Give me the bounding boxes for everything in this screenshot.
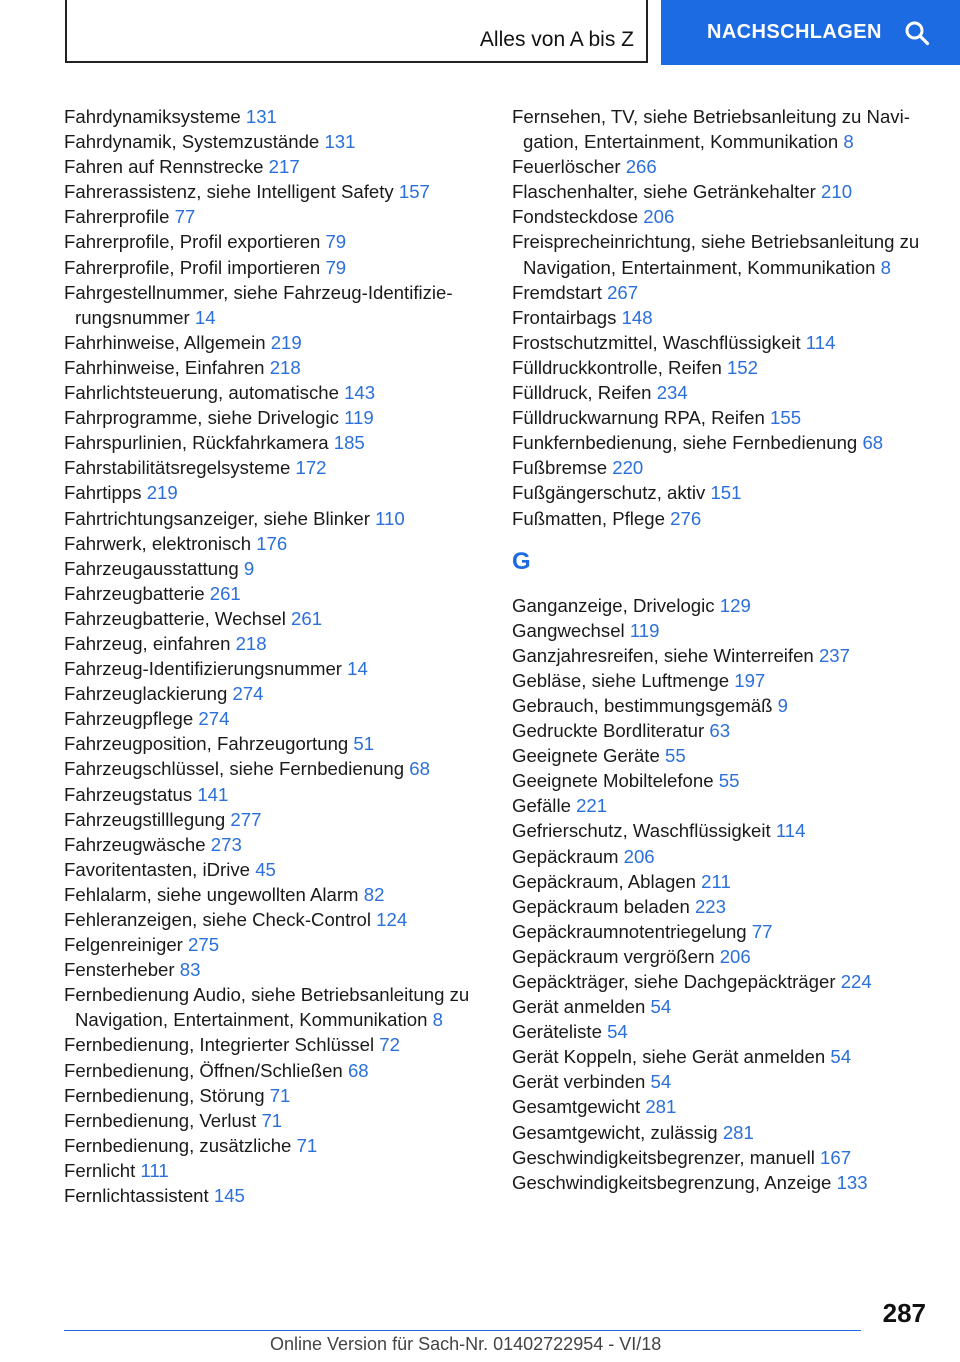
index-term: Fahrerassistenz, siehe Intelligent Safety (64, 181, 394, 203)
index-entry (64, 480, 476, 505)
index-entry (512, 643, 932, 668)
page-reference-link[interactable]: 176 (256, 532, 288, 554)
index-entry (64, 731, 476, 756)
page-reference-link[interactable]: 157 (398, 181, 430, 203)
page-reference-link[interactable]: 55 (718, 770, 740, 792)
index-entry (512, 1170, 932, 1195)
index-term: Fahrerprofile, Profil exportieren (64, 231, 321, 253)
index-term: Fahren auf Rennstrecke (64, 156, 264, 178)
index-term: Fernlicht (64, 1159, 136, 1181)
page-reference-link[interactable]: 223 (694, 895, 726, 917)
page-reference-link[interactable]: 72 (379, 1034, 400, 1056)
index-entry (512, 355, 932, 380)
page-reference-link[interactable]: 143 (344, 382, 376, 404)
index-term: Freisprecheinrichtung, siehe Betriebsanleitung zu Navigation, Entertainment, Kommunikation (512, 231, 920, 278)
index-term: Fensterheber (64, 959, 175, 981)
index-entry (64, 280, 476, 330)
page-reference-link[interactable]: 218 (269, 356, 301, 378)
page-reference-link[interactable]: 219 (270, 331, 302, 353)
index-entry (512, 994, 932, 1019)
index-entry (64, 179, 476, 204)
section-letter-g: G (512, 547, 531, 575)
index-entry (512, 405, 932, 430)
page-reference-link[interactable]: 83 (179, 959, 201, 981)
index-entry (64, 1158, 476, 1183)
page-reference-link[interactable]: 261 (291, 607, 323, 629)
index-entry (512, 718, 932, 743)
index-term: Fernbedienung Audio, siehe Betriebsanleitung zu Navigation, Entertainment, Kommunikation (64, 984, 470, 1031)
index-term: Fernbedienung, Störung (64, 1084, 265, 1106)
index-entry (64, 656, 476, 681)
page-reference-link[interactable]: 45 (255, 858, 276, 880)
index-term: Gangwechsel (512, 619, 625, 641)
index-term: Gefrierschutz, Waschflüssigkeit (512, 820, 771, 842)
page-reference-link[interactable]: 197 (734, 669, 766, 691)
index-term: Fahrzeugausstattung (64, 557, 239, 579)
page-reference-link[interactable]: 218 (235, 632, 267, 654)
index-entry (512, 969, 932, 994)
page-reference-link[interactable]: 68 (862, 432, 884, 454)
index-entry (512, 330, 932, 355)
index-term: Fußgängerschutz, aktiv (512, 482, 706, 504)
index-term: Gepäckraum (512, 845, 619, 867)
index-term: Fernbedienung, zusätzliche (64, 1134, 292, 1156)
index-term: Fahrzeugstilllegung (64, 808, 226, 830)
page-reference-link[interactable]: 54 (650, 1071, 672, 1093)
page-reference-link[interactable]: 211 (701, 870, 731, 892)
index-entry (64, 506, 476, 531)
page-reference-link[interactable]: 219 (146, 482, 178, 504)
index-term: Fahrzeug, einfahren (64, 632, 231, 654)
page-reference-link[interactable]: 275 (188, 934, 220, 956)
page-reference-link[interactable]: 131 (324, 131, 356, 153)
index-entry (64, 330, 476, 355)
index-entry (512, 894, 932, 919)
index-entry (64, 104, 476, 129)
index-entry (512, 229, 932, 279)
page-reference-link[interactable]: 276 (670, 507, 702, 529)
index-entry (512, 1069, 932, 1094)
index-term: Fahrzeugbatterie (64, 582, 205, 604)
page-reference-link[interactable]: 151 (710, 482, 742, 504)
index-term: Fahrhinweise, Allgemein (64, 331, 266, 353)
index-column-right (512, 104, 932, 1195)
index-entry (64, 882, 476, 907)
index-entry (64, 807, 476, 832)
index-entry (64, 1183, 476, 1208)
footer-rule (64, 1330, 861, 1331)
page-reference-link[interactable]: 54 (830, 1046, 852, 1068)
index-entry (512, 204, 932, 229)
index-term: Ganzjahresreifen, siehe Winterreifen (512, 644, 814, 666)
index-entry (512, 1094, 932, 1119)
index-entry (512, 506, 932, 531)
index-entry (64, 857, 476, 882)
page-reference-link[interactable]: 79 (325, 256, 347, 278)
index-entry (64, 229, 476, 254)
index-term: Fernlichtassistent (64, 1185, 209, 1207)
index-term: Fülldruckkontrolle, Reifen (512, 356, 722, 378)
index-term: Geräteliste (512, 1021, 602, 1043)
index-term: Gepäckraum, Ablagen (512, 870, 696, 892)
index-entry (512, 305, 932, 330)
page-reference-link[interactable]: 237 (818, 644, 850, 666)
index-entry (512, 1120, 932, 1145)
page-reference-link[interactable]: 261 (209, 582, 241, 604)
index-term: Fremdstart (512, 281, 602, 303)
index-entry (512, 693, 932, 718)
index-entry (64, 631, 476, 656)
page-reference-link[interactable]: 68 (347, 1059, 369, 1081)
page-reference-link[interactable]: 274 (232, 683, 264, 705)
page-reference-link[interactable]: 220 (612, 457, 644, 479)
index-entry (512, 1145, 932, 1170)
page-reference-link[interactable]: 71 (261, 1109, 283, 1131)
index-term: Gerät Koppeln, siehe Gerät anmelden (512, 1046, 826, 1068)
index-entry (64, 405, 476, 430)
index-entry (64, 581, 476, 606)
index-term: Fahrgestellnummer, siehe Fahrzeug-Identifizierungsnummer (64, 281, 453, 328)
index-entry (64, 606, 476, 631)
index-entry (512, 844, 932, 869)
page-reference-link[interactable]: 141 (197, 783, 229, 805)
index-term: Gepäckträger, siehe Dachgepäckträger (512, 971, 836, 992)
index-entry (64, 1133, 476, 1158)
page-reference-link[interactable]: 167 (820, 1146, 852, 1168)
page-reference-link[interactable]: 77 (174, 206, 196, 228)
index-term: Fernbedienung, Verlust (64, 1109, 257, 1131)
index-term: Gepäckraumnotentriegelung (512, 920, 747, 942)
index-term: Gerät anmelden (512, 996, 646, 1018)
index-term: Fahrprogramme, siehe Drivelogic (64, 407, 339, 429)
index-entry (512, 793, 932, 818)
index-entry (64, 1108, 476, 1133)
index-term: Fülldruckwarnung RPA, Reifen (512, 407, 765, 429)
index-term: Gesamtgewicht (512, 1096, 641, 1118)
page-reference-link[interactable]: 114 (775, 820, 806, 842)
page-reference-link[interactable]: 129 (719, 594, 751, 616)
index-term: Favoritentasten, iDrive (64, 858, 251, 880)
index-entry (64, 982, 476, 1032)
index-group-g (512, 593, 932, 1195)
index-term: Fahrdynamiksysteme (64, 106, 241, 127)
page-reference-link[interactable]: 206 (623, 845, 655, 867)
index-entry (512, 480, 932, 505)
index-term: Fahrzeugposition, Fahrzeugortung (64, 733, 349, 755)
page-reference-link[interactable]: 110 (375, 507, 405, 529)
index-term: Gepäckraum vergrößern (512, 945, 715, 967)
index-entry (512, 869, 932, 894)
index-entry (512, 280, 932, 305)
index-entry (64, 681, 476, 706)
index-entry (64, 832, 476, 857)
index-term: Fahrspurlinien, Rückfahrkamera (64, 432, 329, 454)
index-term: Fahrlichtsteuerung, automatische (64, 382, 339, 404)
page-reference-link[interactable]: 217 (268, 156, 300, 178)
nachschlagen-tab[interactable] (661, 0, 960, 65)
page-reference-link[interactable]: 114 (805, 331, 836, 353)
page-reference-link[interactable]: 172 (295, 457, 327, 479)
index-entry (512, 104, 932, 154)
index-term: Ganganzeige, Drivelogic (512, 594, 715, 616)
page-reference-link[interactable]: 51 (353, 733, 375, 755)
index-entry (512, 1044, 932, 1069)
index-entry (64, 1058, 476, 1083)
index-term: Fernsehen, TV, siehe Betriebsanleitung zu Navigation, Entertainment, Kommunikation (512, 106, 910, 153)
index-entry (64, 380, 476, 405)
index-term: Fahrstabilitätsregelsysteme (64, 457, 291, 479)
page-reference-link[interactable]: 267 (607, 281, 639, 303)
index-term: Fülldruck, Reifen (512, 382, 652, 404)
index-entry (512, 668, 932, 693)
index-term: Fahrzeug-Identifizierungsnummer (64, 658, 342, 680)
index-term: Fernbedienung, Integrierter Schlüssel (64, 1034, 375, 1056)
index-entry (64, 782, 476, 807)
index-term: Gepäckraum beladen (512, 895, 690, 917)
index-term: Fahrzeugstatus (64, 783, 193, 805)
page-reference-link[interactable]: 8 (432, 1009, 443, 1031)
index-entry (512, 154, 932, 179)
index-entry (64, 556, 476, 581)
page-reference-link[interactable]: 266 (625, 156, 657, 178)
page-reference-link[interactable]: 82 (363, 883, 385, 905)
index-entry (512, 944, 932, 969)
page-reference-link[interactable]: 68 (409, 758, 430, 780)
index-term: Fehlalarm, siehe ungewollten Alarm (64, 883, 359, 905)
page-reference-link[interactable]: 119 (629, 619, 660, 641)
index-entry (512, 380, 932, 405)
page-reference-link[interactable]: 124 (376, 909, 408, 930)
index-entry (512, 768, 932, 793)
index-term: Fahrdynamik, Systemzustände (64, 131, 320, 153)
page-reference-link[interactable]: 8 (843, 131, 854, 153)
page-reference-link[interactable]: 119 (344, 407, 374, 429)
page-reference-link[interactable]: 111 (140, 1159, 169, 1181)
page-reference-link[interactable]: 14 (347, 658, 368, 680)
index-term: Gedruckte Bordliteratur (512, 720, 705, 742)
index-term: Fahrtrichtungsanzeiger, siehe Blinker (64, 507, 370, 529)
index-term: Gefälle (512, 795, 571, 817)
index-entry (512, 1019, 932, 1044)
index-entry (512, 618, 932, 643)
index-entry (64, 255, 476, 280)
index-term: Geschwindigkeitsbegrenzung, Anzeige (512, 1171, 832, 1193)
page-reference-link[interactable]: 133 (836, 1171, 868, 1193)
index-term: Funkfernbedienung, siehe Fernbedienung (512, 432, 858, 454)
section-title: Alles von A bis Z (479, 28, 634, 51)
index-term: Fahrerprofile (64, 206, 170, 228)
page-reference-link[interactable]: 71 (269, 1084, 291, 1106)
page-reference-link[interactable]: 63 (709, 720, 731, 742)
index-term: Fahrzeugschlüssel, siehe Fernbedienung (64, 758, 405, 780)
page-reference-link[interactable]: 210 (821, 181, 853, 203)
index-term: Fahrzeugpflege (64, 708, 194, 730)
tab-label: NACHSCHLAGEN (707, 21, 882, 43)
index-entry (512, 919, 932, 944)
page-reference-link[interactable]: 277 (230, 808, 262, 830)
page-reference-link[interactable]: 206 (643, 206, 675, 228)
index-term: Gebrauch, bestimmungsgemäß (512, 694, 773, 716)
index-entry (64, 706, 476, 731)
page-reference-link[interactable]: 131 (245, 106, 277, 127)
page-reference-link[interactable]: 206 (719, 945, 751, 967)
page-reference-link[interactable]: 281 (645, 1096, 677, 1118)
index-term: Fahrhinweise, Einfahren (64, 356, 265, 378)
index-term: Gebläse, siehe Luftmenge (512, 669, 730, 691)
header-title-box (65, 0, 648, 63)
index-term: Fahrzeugbatterie, Wechsel (64, 607, 286, 629)
page-reference-link[interactable]: 281 (722, 1121, 754, 1143)
index-entry (64, 957, 476, 982)
index-entry (512, 455, 932, 480)
index-term: Felgenreiniger (64, 934, 183, 956)
index-term: Gerät verbinden (512, 1071, 646, 1093)
page-reference-link[interactable]: 54 (607, 1021, 628, 1043)
index-entry (64, 531, 476, 556)
page-reference-link[interactable]: 274 (198, 708, 230, 730)
index-entry (64, 907, 476, 932)
index-entry (64, 932, 476, 957)
index-term: Feuerlöscher (512, 156, 621, 178)
page-reference-link[interactable]: 234 (656, 382, 688, 404)
index-term: Gesamtgewicht, zulässig (512, 1121, 718, 1143)
index-term: Fußmatten, Pflege (512, 507, 665, 529)
index-term: Fahrzeuglackierung (64, 683, 228, 705)
page-reference-link[interactable]: 55 (665, 745, 686, 767)
page-reference-link[interactable]: 221 (576, 795, 608, 817)
page-reference-link[interactable]: 152 (726, 356, 758, 378)
index-group-f (512, 104, 932, 531)
index-entry (64, 756, 476, 781)
page-reference-link[interactable]: 54 (650, 996, 672, 1018)
index-entry (64, 1032, 476, 1057)
index-term: Fehleranzeigen, siehe Check-Control (64, 909, 371, 930)
index-term: Fahrzeugwäsche (64, 833, 206, 855)
index-term: Fußbremse (512, 457, 608, 479)
index-term: Frontairbags (512, 306, 617, 328)
index-entry (64, 129, 476, 154)
index-entry (64, 355, 476, 380)
index-term: Geeignete Mobiltelefone (512, 770, 714, 792)
index-entry (64, 204, 476, 229)
page-reference-link[interactable]: 9 (243, 557, 255, 579)
page-reference-link[interactable]: 79 (325, 231, 347, 253)
index-entry (512, 179, 932, 204)
index-entry (64, 430, 476, 455)
index-term: Geschwindigkeitsbegrenzer, manuell (512, 1146, 815, 1168)
index-term: Fernbedienung, Öffnen/Schließen (64, 1059, 343, 1081)
index-entry (64, 455, 476, 480)
index-entry (64, 154, 476, 179)
index-term: Fahrerprofile, Profil importieren (64, 256, 321, 278)
page-reference-link[interactable]: 9 (777, 694, 788, 716)
index-entry (512, 430, 932, 455)
page-reference-link[interactable]: 185 (333, 432, 365, 454)
index-term: Fahrtipps (64, 482, 142, 504)
page-reference-link[interactable]: 145 (213, 1185, 245, 1207)
page-reference-link[interactable]: 14 (194, 306, 216, 328)
index-term: Geeignete Geräte (512, 745, 660, 767)
index-term: Fahrwerk, elektronisch (64, 532, 252, 554)
page-reference-link[interactable]: 155 (770, 407, 802, 429)
page-number: 287 (882, 1298, 926, 1328)
index-entry (512, 743, 932, 768)
index-entry (64, 1083, 476, 1108)
page-reference-link[interactable]: 148 (621, 306, 653, 328)
index-entry (512, 818, 932, 843)
page-reference-link[interactable]: 77 (751, 920, 773, 942)
index-term: Fondsteckdose (512, 206, 639, 228)
page-reference-link[interactable]: 71 (296, 1134, 318, 1156)
page-reference-link[interactable]: 273 (210, 833, 242, 855)
index-entry (512, 593, 932, 618)
page-reference-link[interactable]: 224 (840, 971, 872, 992)
page-reference-link[interactable]: 8 (880, 256, 891, 278)
footer-text: Online Version für Sach-Nr. 01402722954 - VI/18 (270, 1334, 662, 1354)
index-column-left (64, 104, 476, 1208)
index-term: Frostschutzmittel, Waschflüssigkeit (512, 331, 801, 353)
index-term: Flaschenhalter, siehe Getränkehalter (512, 181, 816, 203)
search-icon[interactable] (904, 20, 930, 46)
